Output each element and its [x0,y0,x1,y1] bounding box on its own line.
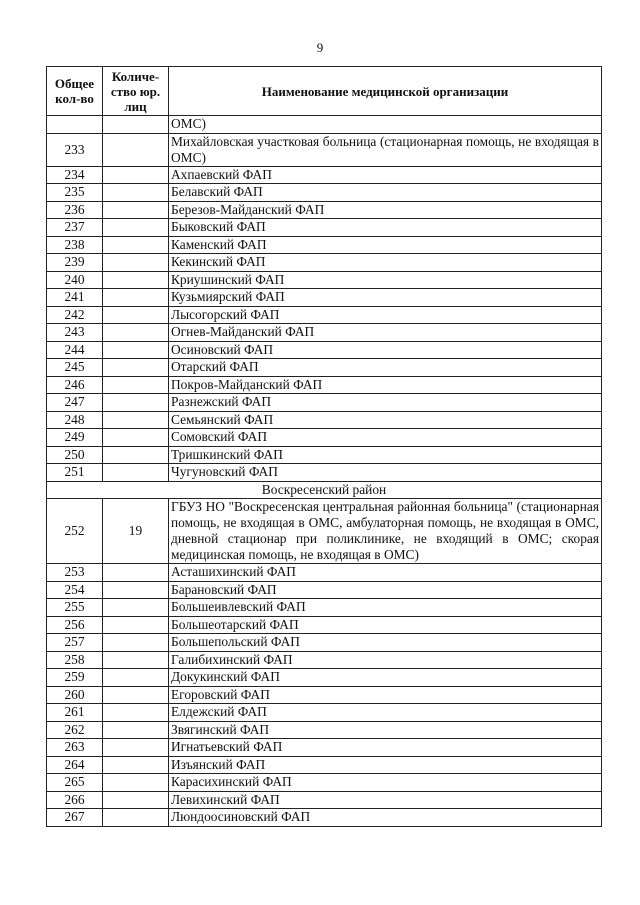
row-organization-name: ГБУЗ НО "Воскресенская центральная районная больница" (стационарная помощь, не входящая в ОМС, амбулаторная помощь, не входящая в ОМС, дневной стационар при поликлинике, не входящий в ОМС; скорая медицинская помощь, не входящая в ОМС) [169,499,602,564]
row-number: 264 [47,756,103,774]
row-legal-count [103,324,169,342]
row-number: 234 [47,166,103,184]
table-row [47,599,602,617]
row-legal-count [103,446,169,464]
row-number: 262 [47,721,103,739]
row-organization-name: Кузьмиярский ФАП [169,289,602,307]
row-number: 245 [47,359,103,377]
row-organization-name: ОМС) [169,116,602,134]
row-number: 246 [47,376,103,394]
row-organization-name: Березов-Майданский ФАП [169,201,602,219]
table-row [47,704,602,722]
row-legal-count [103,464,169,482]
table-row [47,341,602,359]
table-row [47,166,602,184]
row-legal-count [103,133,169,166]
row-legal-count [103,634,169,652]
row-organization-name: Чугуновский ФАП [169,464,602,482]
row-legal-count [103,166,169,184]
table-row [47,464,602,482]
row-legal-count [103,791,169,809]
row-number: 254 [47,581,103,599]
row-number: 236 [47,201,103,219]
row-number: 257 [47,634,103,652]
row-number: 243 [47,324,103,342]
table-row [47,394,602,412]
row-legal-count [103,236,169,254]
table-row [47,616,602,634]
row-legal-count [103,219,169,237]
row-organization-name: Отарский ФАП [169,359,602,377]
district-row [47,481,602,499]
row-organization-name: Криушинский ФАП [169,271,602,289]
row-legal-count [103,289,169,307]
table-row [47,581,602,599]
row-legal-count [103,394,169,412]
district-name: Воскресенский район [47,481,602,499]
row-number: 261 [47,704,103,722]
table-body [47,116,602,827]
row-legal-count [103,341,169,359]
row-organization-name: Ахпаевский ФАП [169,166,602,184]
row-organization-name: Докукинский ФАП [169,669,602,687]
row-number: 233 [47,133,103,166]
row-organization-name: Люндоосиновский ФАП [169,809,602,827]
table-row [47,446,602,464]
table-row [47,324,602,342]
row-organization-name: Разнежский ФАП [169,394,602,412]
row-legal-count [103,651,169,669]
row-organization-name: Большеотарский ФАП [169,616,602,634]
row-organization-name: Барановский ФАП [169,581,602,599]
row-legal-count [103,184,169,202]
row-organization-name: Огнев-Майданский ФАП [169,324,602,342]
row-legal-count [103,809,169,827]
row-organization-name: Левихинский ФАП [169,791,602,809]
table-row [47,739,602,757]
row-legal-count [103,686,169,704]
table-row [47,271,602,289]
row-organization-name: Тришкинский ФАП [169,446,602,464]
row-organization-name: Михайловская участковая больница (стационарная помощь, не входящая в ОМС) [169,133,602,166]
table-row [47,499,602,564]
row-organization-name: Галибихинский ФАП [169,651,602,669]
row-organization-name: Игнатьевский ФАП [169,739,602,757]
row-organization-name: Быковский ФАП [169,219,602,237]
table-row [47,651,602,669]
header-total: Общее кол-во [47,67,103,116]
row-number: 266 [47,791,103,809]
row-organization-name: Асташихинский ФАП [169,564,602,582]
table-row [47,756,602,774]
table-row [47,686,602,704]
table-row [47,254,602,272]
row-number: 263 [47,739,103,757]
header-count-legal: Количе-ство юр. лиц [103,67,169,116]
row-number: 256 [47,616,103,634]
table-row [47,359,602,377]
table-row [47,429,602,447]
organizations-table [46,66,602,827]
row-number: 241 [47,289,103,307]
table-row [47,219,602,237]
table-row [47,669,602,687]
table-row [47,201,602,219]
row-number: 251 [47,464,103,482]
row-organization-name: Звягинский ФАП [169,721,602,739]
row-legal-count [103,271,169,289]
row-organization-name: Карасихинский ФАП [169,774,602,792]
row-number: 239 [47,254,103,272]
row-number: 248 [47,411,103,429]
row-legal-count [103,411,169,429]
row-legal-count [103,774,169,792]
row-number: 250 [47,446,103,464]
row-number: 265 [47,774,103,792]
row-organization-name: Лысогорский ФАП [169,306,602,324]
row-legal-count [103,616,169,634]
row-legal-count [103,739,169,757]
row-number: 238 [47,236,103,254]
row-number: 260 [47,686,103,704]
row-number: 252 [47,499,103,564]
table-row [47,289,602,307]
row-legal-count [103,306,169,324]
row-number: 258 [47,651,103,669]
header-name: Наименование медицинской организации [169,67,602,116]
row-number: 259 [47,669,103,687]
page-number: 9 [316,40,324,55]
table-row [47,116,602,134]
row-legal-count [103,116,169,134]
row-organization-name: Каменский ФАП [169,236,602,254]
table-row [47,634,602,652]
row-organization-name: Покров-Майданский ФАП [169,376,602,394]
row-legal-count [103,721,169,739]
row-number: 249 [47,429,103,447]
table-row [47,306,602,324]
row-number: 244 [47,341,103,359]
table-row [47,133,602,166]
table-row [47,721,602,739]
row-number [47,116,103,134]
row-organization-name: Кекинский ФАП [169,254,602,272]
row-legal-count [103,376,169,394]
table-row [47,411,602,429]
row-legal-count [103,359,169,377]
table-row [47,774,602,792]
table-row [47,564,602,582]
row-legal-count [103,669,169,687]
row-number: 255 [47,599,103,617]
table-row [47,376,602,394]
row-organization-name: Семьянский ФАП [169,411,602,429]
row-organization-name: Сомовский ФАП [169,429,602,447]
row-legal-count [103,254,169,272]
row-organization-name: Большеивлевский ФАП [169,599,602,617]
row-organization-name: Егоровский ФАП [169,686,602,704]
row-number: 235 [47,184,103,202]
row-number: 247 [47,394,103,412]
table-row [47,184,602,202]
table-row [47,236,602,254]
row-legal-count: 19 [103,499,169,564]
table-header-row [47,67,602,116]
row-legal-count [103,581,169,599]
table-row [47,791,602,809]
row-legal-count [103,756,169,774]
row-legal-count [103,704,169,722]
row-number: 242 [47,306,103,324]
row-legal-count [103,429,169,447]
row-legal-count [103,564,169,582]
row-number: 240 [47,271,103,289]
row-organization-name: Осиновский ФАП [169,341,602,359]
row-organization-name: Большепольский ФАП [169,634,602,652]
row-number: 253 [47,564,103,582]
row-organization-name: Елдежский ФАП [169,704,602,722]
row-legal-count [103,201,169,219]
row-number: 237 [47,219,103,237]
table-row [47,809,602,827]
row-legal-count [103,599,169,617]
row-organization-name: Белавский ФАП [169,184,602,202]
row-number: 267 [47,809,103,827]
row-organization-name: Изъянский ФАП [169,756,602,774]
